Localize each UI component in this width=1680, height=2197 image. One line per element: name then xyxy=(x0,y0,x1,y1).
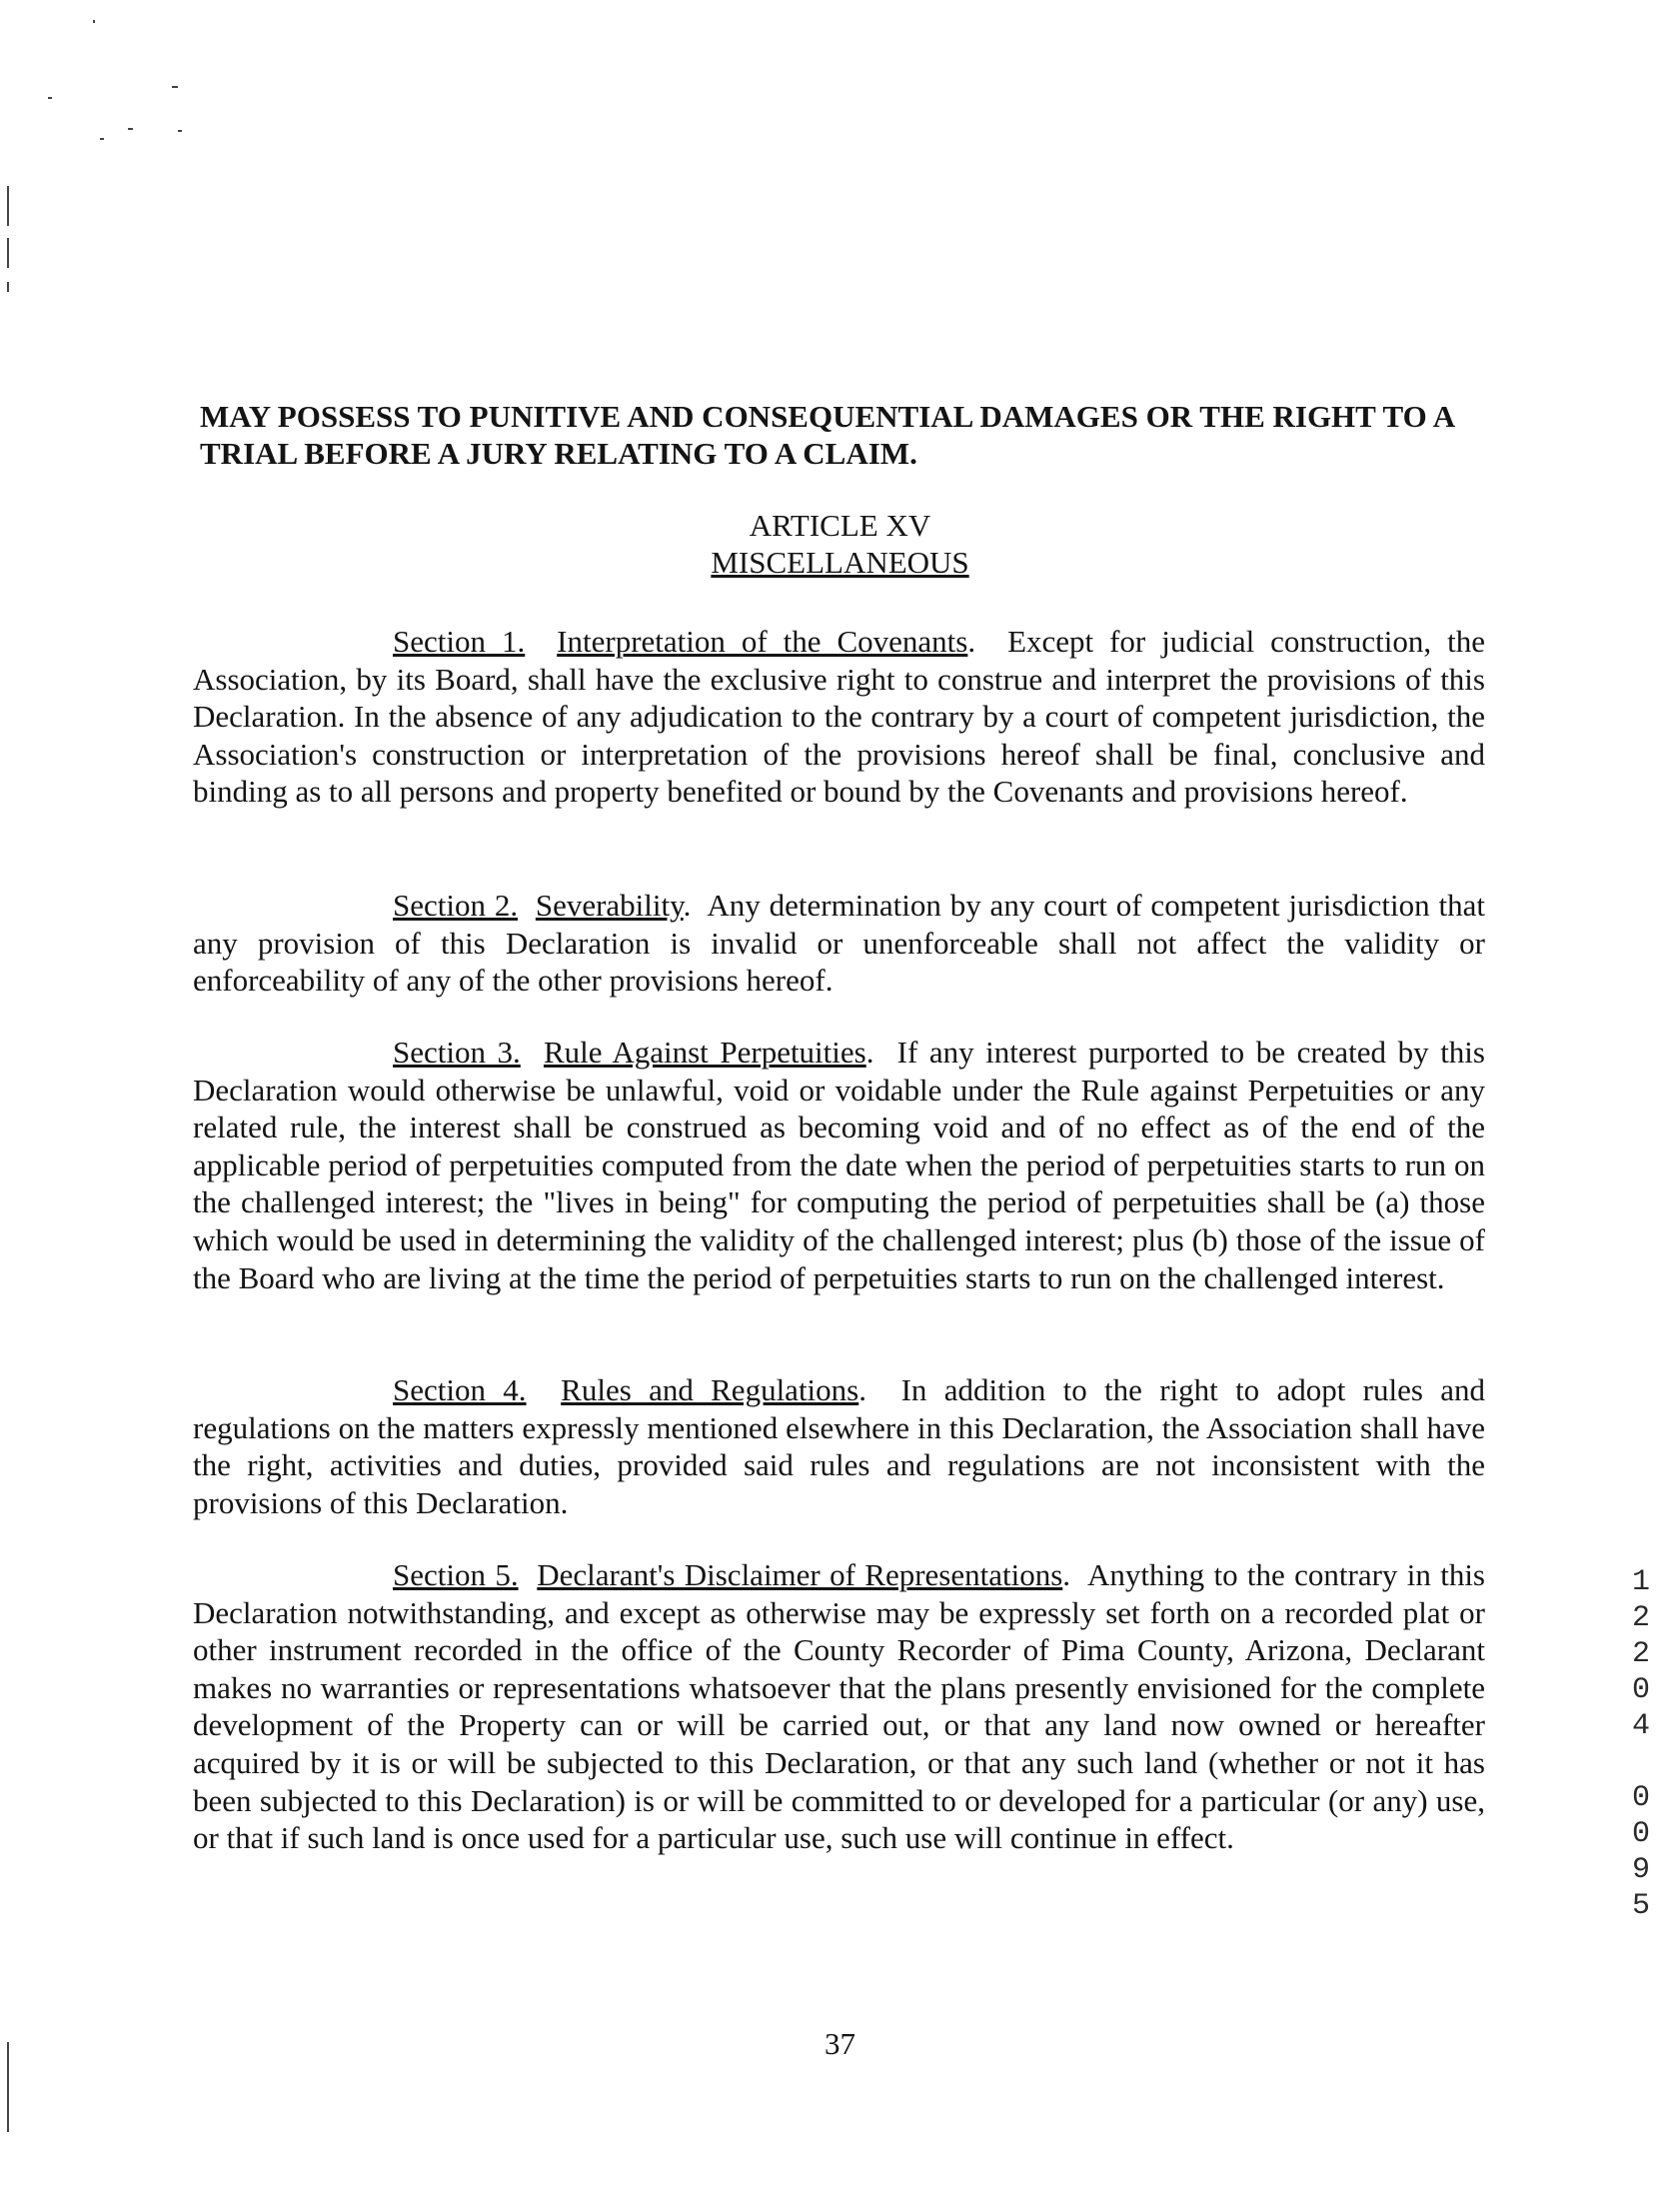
continued-heading: MAY POSSESS TO PUNITIVE AND CONSEQUENTIAL DAMAGES OR THE RIGHT TO A TRIAL BEFORE A JURY RELATING TO A CLAIM. xyxy=(200,399,1454,471)
scan-artifact-dot xyxy=(128,128,133,130)
section-label: Section 4. xyxy=(393,1372,527,1407)
recording-stamp xyxy=(1621,1564,1661,1924)
section-label: Section 5. xyxy=(393,1557,519,1592)
section-title: Interpretation of the Covenants xyxy=(557,624,968,659)
scan-artifact-dot xyxy=(178,130,182,132)
stamp-digit: 5 xyxy=(1631,1889,1650,1923)
section-1: Section 1. Interpretation of the Covenants. Except for judicial construction, the Association, by its Board, shall have the exclusive right to construe and interpret the provisions of this Declaration. In the absence of any adjudication to the contrary by a court of competent jurisdiction, the Association's construction or interpretation of the provisions hereof shall be final, conclusive and binding as to all persons and property benefited or bound by the Covenants and provisions hereof. xyxy=(193,624,1485,810)
section-2: Section 2. Severability. Any determination by any court of competent jurisdiction that any provision of this Declaration is invalid or unenforceable shall not affect the validity or enforceability of any of the other provisions hereof. xyxy=(193,888,1485,999)
section-title: Severability xyxy=(535,888,684,923)
scan-artifact-dot xyxy=(100,138,104,140)
section-body: Anything to the contrary in this Declaration notwithstanding, and except as otherwise may be expressly set forth on a recorded plat or other instrument recorded in the office of the County Recorder of Pima County, Arizona, Declarant makes no warranties or representations whatsoever that the plans presently envisioned for the complete development of the Property can or will be carried out, or that any land now owned or hereafter acquired by it is or will be subjected to this Declaration, or that any such land (whether or not it has been subjected to this Declaration) is or will be committed to or developed for a particular (or any) use, or that if such land is once used for a particular use, such use will continue in effect. xyxy=(193,1557,1485,1856)
section-3: Section 3. Rule Against Perpetuities. If any interest purported to be created by this Declaration would otherwise be unlawful, void or voidable under the Rule against Perpetuities or any related rule, the interest shall be construed as becoming void and of no effect as of the end of the applicable period of perpetuities computed from the date when the period of perpetuities starts to run on the challenged interest; the "lives in being" for computing the period of perpetuities shall be (a) those which would be used in determining the validity of the challenged interest; plus (b) those of the issue of the Board who are living at the time the period of perpetuities starts to run on the challenged interest. xyxy=(193,1035,1485,1295)
article-number: ARTICLE XV xyxy=(749,508,931,543)
stamp-digit: 0 xyxy=(1631,1781,1650,1815)
stamp-digit: 4 xyxy=(1631,1709,1650,1743)
section-title: Declarant's Disclaimer of Representations xyxy=(537,1557,1063,1592)
scan-artifact-dot xyxy=(7,282,9,292)
section-4: Section 4. Rules and Regulations. In addition to the right to adopt rules and regulations on the matters expressly mentioned elsewhere in this Declaration, the Association shall have the right, activities and duties, provided said rules and regulations are not inconsistent with the provisions of this Declaration. xyxy=(193,1372,1485,1520)
scan-artifact-line xyxy=(7,238,9,268)
stamp-digit: 9 xyxy=(1631,1853,1650,1887)
section-title: Rule Against Perpetuities xyxy=(543,1035,866,1070)
article-title-text: MISCELLANEOUS xyxy=(711,545,969,580)
scan-artifact-dot xyxy=(172,86,178,88)
stamp-digit: 2 xyxy=(1631,1601,1650,1635)
scan-artifact-dot xyxy=(93,20,95,23)
section-label: Section 1. xyxy=(393,624,526,659)
section-body: Except for judicial construction, the Association, by its Board, shall have the exclusive right to construe and interpret the provisions of this Declaration. In the absence of any adjudication to the contrary by a court of competent jurisdiction, the Association's construction or interpretation of the provisions hereof shall be final, conclusive and binding as to all persons and property benefited or bound by the Covenants and provisions hereof. xyxy=(193,624,1485,810)
section-label: Section 3. xyxy=(393,1035,521,1070)
page-number: 37 xyxy=(825,2026,855,2061)
section-body: If any interest purported to be created by this Declaration would otherwise be unlawful, void or voidable under the Rule against Perpetuities or any related rule, the interest shall be construed as becoming void and of no effect as of the end of the applicable period of perpetuities computed from the date when the period of perpetuities starts to run on the challenged interest; the "lives in being" for computing the period of perpetuities shall be (a) those which would be used in determining the validity of the challenged interest; plus (b) those of the issue of the Board who are living at the time the period of perpetuities starts to run on the challenged interest. xyxy=(193,1035,1485,1295)
section-title: Rules and Regulations xyxy=(561,1372,859,1407)
section-body: Any determination by any court of competent jurisdiction that any provision of this Declaration is invalid or unenforceable shall not affect the validity or enforceability of any of the other provisions hereof. xyxy=(193,888,1485,999)
stamp-gap xyxy=(1621,1744,1661,1780)
scan-artifact-dot xyxy=(48,97,52,99)
scan-artifact-line xyxy=(7,186,9,226)
section-5: Section 5. Declarant's Disclaimer of Representations. Anything to the contrary in this Declaration notwithstanding, and except as otherwise may be expressly set forth on a recorded plat or other instrument recorded in the office of the County Recorder of Pima County, Arizona, Declarant makes no warranties or representations whatsoever that the plans presently envisioned for the complete development of the Property can or will be carried out, or that any land now owned or hereafter acquired by it is or will be subjected to this Declaration, or that any such land (whether or not it has been subjected to this Declaration) is or will be committed to or developed for a particular (or any) use, or that if such land is once used for a particular use, such use will continue in effect. xyxy=(193,1557,1485,1856)
stamp-digit: 2 xyxy=(1631,1637,1650,1671)
stamp-digit: 0 xyxy=(1631,1673,1650,1707)
section-label: Section 2. xyxy=(393,888,519,923)
article-title xyxy=(0,544,1680,581)
stamp-digit: 1 xyxy=(1631,1565,1650,1599)
stamp-digit: 0 xyxy=(1631,1817,1650,1851)
section-body: In addition to the right to adopt rules and regulations on the matters expressly mentioned elsewhere in this Declaration, the Association shall have the right, activities and duties, provided said rules and regulations are not inconsistent with the provisions of this Declaration. xyxy=(193,1372,1485,1520)
